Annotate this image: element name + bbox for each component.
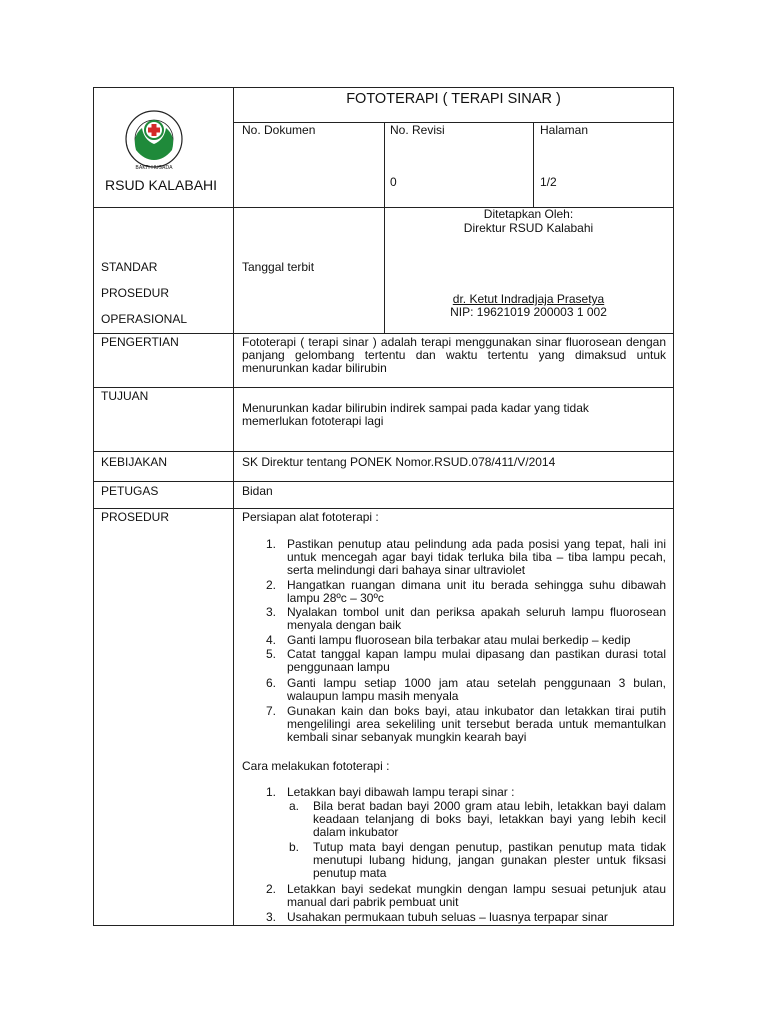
header-cell-divider-2 [533,122,534,208]
established-by: Ditetapkan Oleh: [483,207,574,221]
prep-step-number: 1. [265,537,276,551]
prep-step-text: Hangatkan ruangan dimana unit itu berada sehingga suhu dibawah lampu 28ºc – 30ºc [287,578,666,605]
row-divider-kebijakan [93,481,674,482]
prep-step-text: Gunakan kain dan boks bayi, atau inkubator dan letakkan tirai putih mengelilingi area sekeliling unit tersebut berada untuk memantulkan kembali sinar sebanyak mungkin kearah bayi [287,704,666,744]
table-border-top [93,87,674,88]
method-step-number: 2. [265,882,276,896]
kebijakan-text: SK Direktur tentang PONEK Nomor.RSUD.078/411/V/2014 [242,455,556,469]
pengertian-text: Fototerapi ( terapi sinar ) adalah terapi menggunakan sinar fluorosean dengan panjang gelombang tertentu dan waktu tertentu yang dimaksud untuk menurunkan kadar bilirubin [242,335,666,375]
sop-label-prosedur: PROSEDUR [101,286,170,300]
method-step-number: 1. [265,785,276,799]
prep-step-text: Ganti lampu setiap 1000 jam atau setelah penggunaan 3 bulan, walaupun lampu masih menyala [287,676,666,703]
prep-step-number: 7. [265,704,276,718]
petugas-text: Bidan [242,484,273,498]
method-step-number: 3. [265,910,276,924]
pengertian-label: PENGERTIAN [101,335,179,349]
prep-step-number: 2. [265,578,276,592]
tujuan-label: TUJUAN [101,389,149,403]
prep-step-number: 3. [265,605,276,619]
row-divider-tujuan [93,451,674,452]
column-divider [233,87,234,926]
petugas-label: PETUGAS [101,484,159,498]
header-cell-divider-1 [384,122,385,208]
table-border-right [673,87,674,926]
method-step-text: Letakkan bayi dibawah lampu terapi sinar : [287,785,515,799]
prep-step-text: Nyalakan tombol unit dan periksa apakah seluruh lampu fluorosean menyala dengan baik [287,605,666,632]
signatory-name: dr. Ketut Indradjaja Prasetya [452,292,605,306]
tujuan-text: Menurunkan kadar bilirubin indirek sampai pada kadar yang tidak memerlukan fototerapi lagi [242,401,589,428]
prep-step-text: Pastikan penutup atau pelindung ada pada posisi yang tepat, hali ini untuk mencegah agar bayi tidak terluka bila tiba – tiba lampu pecah, serta melindungi dari bahaya sinar ultraviolet [287,537,666,577]
prep-step-number: 4. [265,633,276,647]
revision-value: 0 [390,175,397,189]
table-border-bottom [93,925,674,926]
revision-label: No. Revisi [390,123,445,137]
method-heading: Cara melakukan fototerapi : [242,759,390,773]
kebijakan-label: KEBIJAKAN [101,455,168,469]
prep-step-number: 5. [265,647,276,661]
method-substep-letter: a. [288,799,299,813]
doc-number-label: No. Dokumen [242,123,316,137]
row-divider-pengertian [93,387,674,388]
row-divider-petugas [93,508,674,509]
svg-text:BAKTI HUSADA: BAKTI HUSADA [135,165,173,171]
method-step-text: Letakkan bayi sedekat mungkin dengan lampu sesuai petunjuk atau manual dari pabrik pembuat unit [287,882,666,909]
method-substep-text: Bila berat badan bayi 2000 gram atau lebih, letakkan bayi dalam keadaan telanjang di boks bayi, letakkan bayi yang lebih kecil dalam inkubator [313,799,666,839]
page-value: 1/2 [540,175,557,189]
prosedur-label: PROSEDUR [101,510,170,524]
table-border-left [93,87,94,926]
signatory-nip: NIP: 19621019 200003 1 002 [450,305,607,319]
prep-heading: Persiapan alat fototerapi : [242,510,379,524]
method-substep-text: Tutup mata bayi dengan penutup, pastikan penutup mata tidak menutupi lubang hidung, jangan gunakan plester untuk fiksasi penutup mata [313,840,666,880]
sop-label-operasional: OPERASIONAL [101,312,188,326]
director-title: Direktur RSUD Kalabahi [463,221,594,235]
page-label: Halaman [540,123,589,137]
document-title: FOTOTERAPI ( TERAPI SINAR ) [346,91,561,107]
prep-step-number: 6. [265,676,276,690]
bakti-husada-logo [124,106,184,172]
prep-step-text: Catat tanggal kapan lampu mulai dipasang dan pastikan durasi total penggunaan lampu [287,647,666,674]
issue-date-label: Tanggal terbit [242,260,315,274]
row-divider-sop [93,333,674,334]
method-step-text: Usahakan permukaan tubuh seluas – luasnya terpapar sinar [287,910,608,924]
prep-step-text: Ganti lampu fluorosean bila terbakar atau mulai berkedip – kedip [287,633,631,647]
method-substep-letter: b. [288,840,299,854]
sop-label-standar: STANDAR [101,260,158,274]
hospital-name: RSUD KALABAHI [105,177,218,193]
